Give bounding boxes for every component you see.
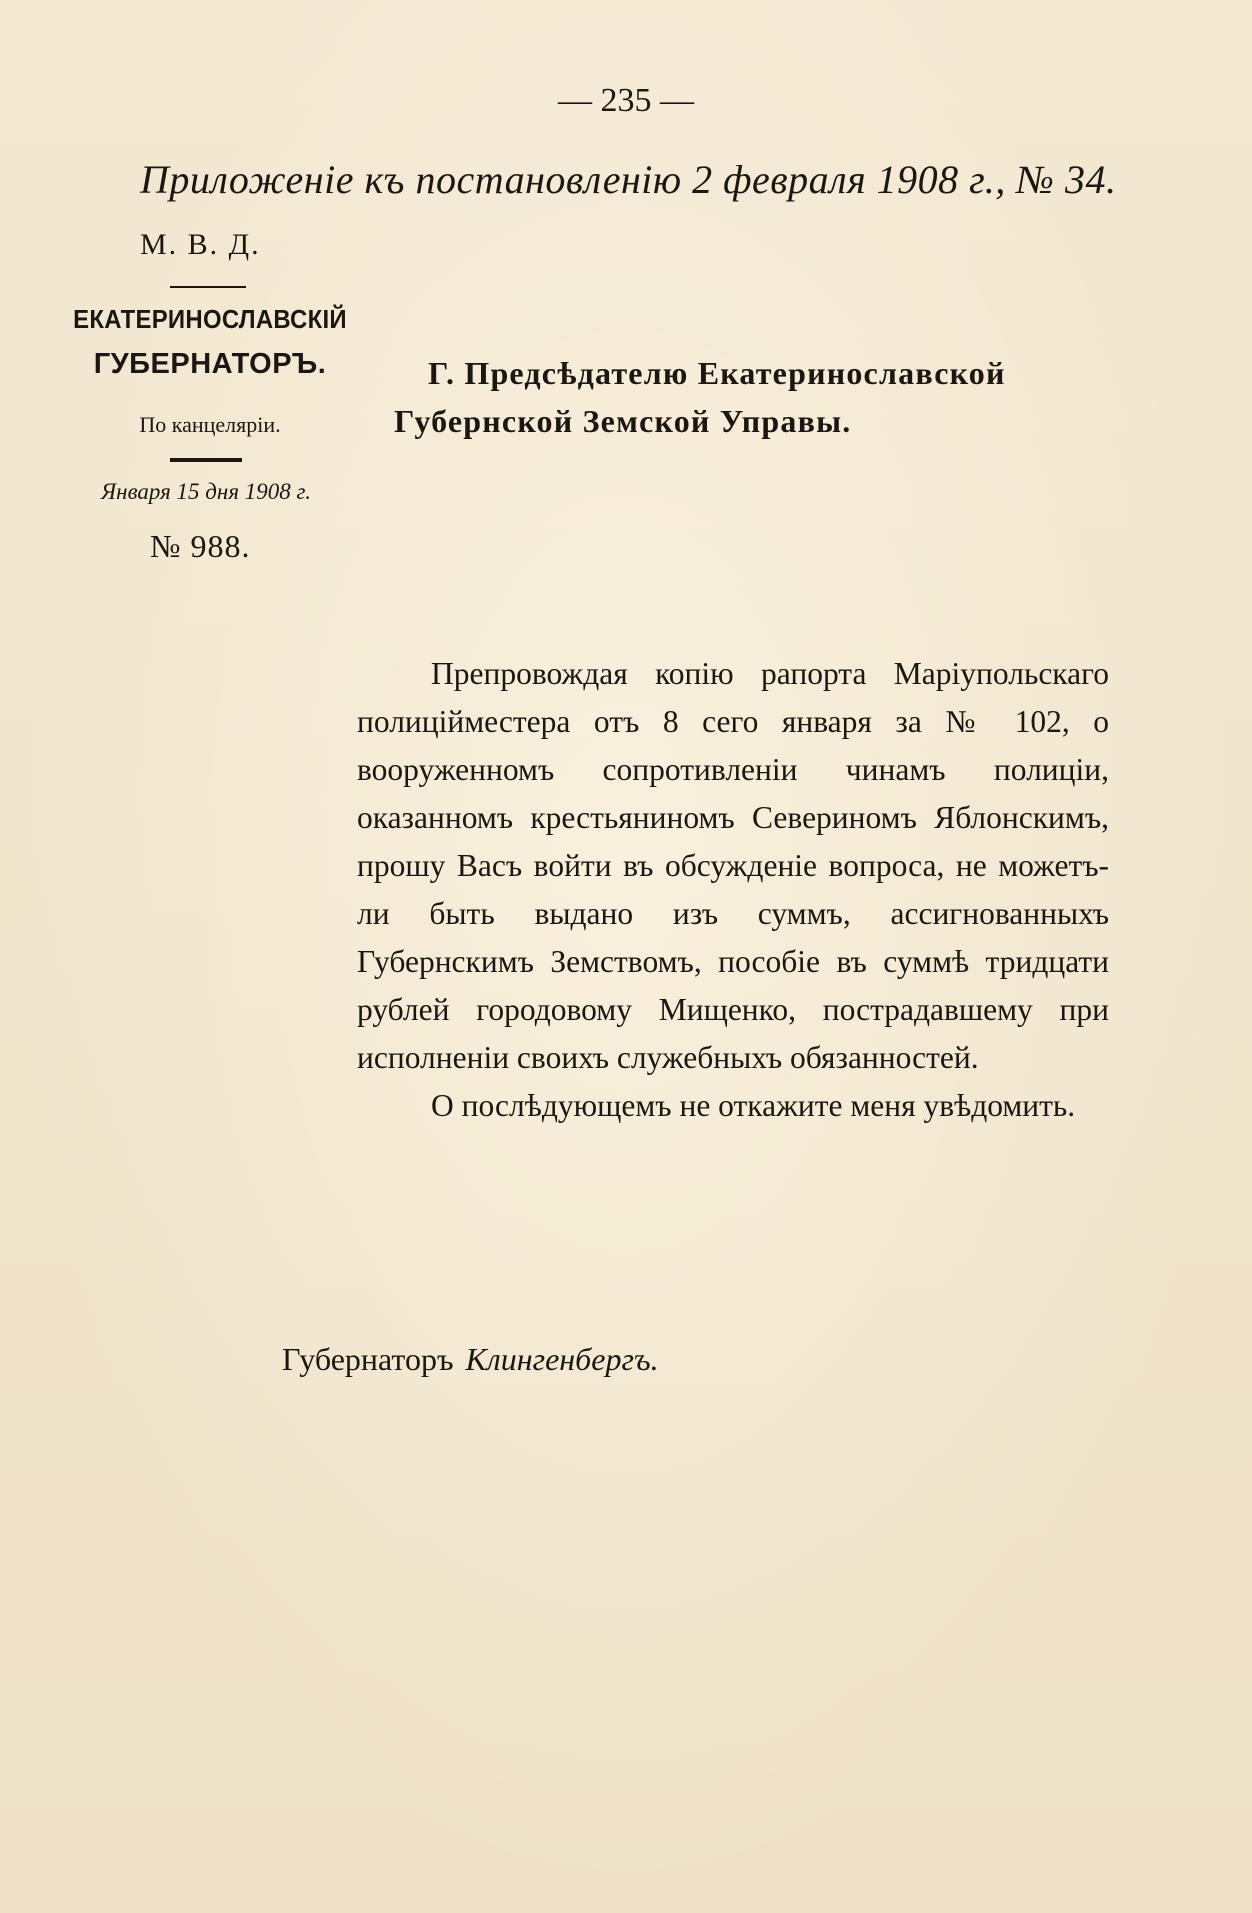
divider-rule <box>170 286 246 288</box>
document-date: Января 15 дня 1908 г. <box>101 479 311 504</box>
document-number: № 988. <box>150 528 251 564</box>
body-paragraph: Препровождая копію рапорта Маріупольскаго полиційместера отъ 8 сего января за № 102, о вооруженномъ сопротивленіи чинамъ полиціи, оказанномъ крестьяниномъ Севериномъ Яблонскимъ, прошу Васъ войти въ обсужденіе вопроса, не можетъ-ли быть выдано изъ суммъ, ассигнованныхъ Губернскимъ Земствомъ, пособіе въ суммѣ тридцати рублей городовому Мищенко, пострадавшему при исполненіи своихъ служебныхъ обязанностей. <box>357 656 1109 1075</box>
issuer-province: ЕКАТЕРИНОСЛАВСКIЙ <box>73 304 347 334</box>
issuer-title: ГУБЕРНАТОРЪ. <box>93 348 327 380</box>
page-number: — 235 — <box>558 82 694 119</box>
body-paragraph: О послѣдующемъ не откажите меня увѣдомить. <box>431 1088 1076 1123</box>
divider-rule <box>170 458 242 462</box>
signature-block <box>282 1341 659 1378</box>
letter-body <box>357 650 1109 1130</box>
issuer-office: По канцеляріи. <box>139 412 281 437</box>
recipient-line-2: Губернской Земской Управы. <box>394 403 852 439</box>
signature-name: Клингенбергъ. <box>465 1341 659 1377</box>
ministry-abbreviation: М. В. Д. <box>140 228 261 261</box>
appendix-title: Приложенiе къ постановленiю 2 февраля 1908 г., № 34. <box>140 157 1117 202</box>
signature-title: Губернаторъ <box>282 1341 454 1377</box>
recipient-line-1: Г. Предсѣдателю Екатеринославской <box>428 355 1006 391</box>
